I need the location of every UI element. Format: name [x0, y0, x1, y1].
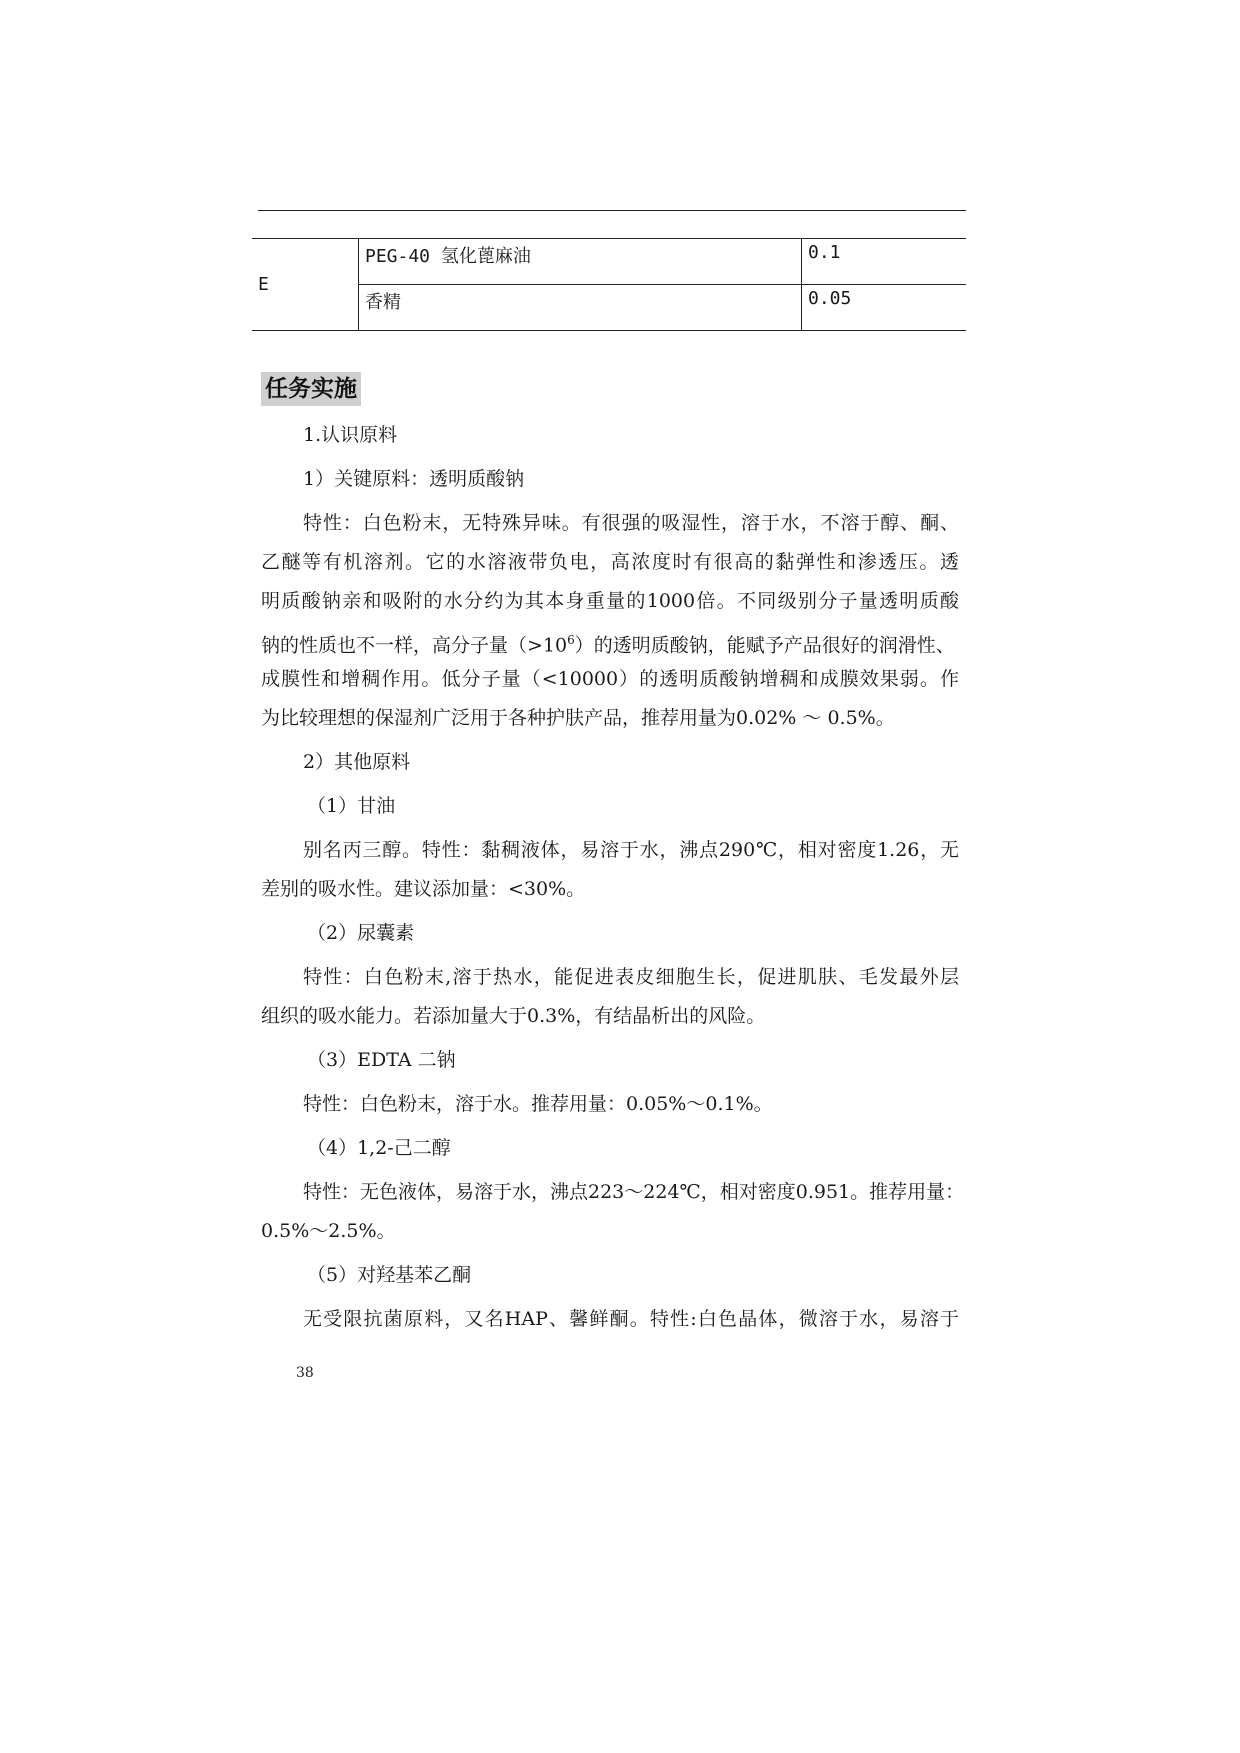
- paragraph-line: 差别的吸水性。建议添加量：<30%。: [261, 878, 586, 900]
- item-heading-allantoin: （2）尿囊素: [307, 922, 415, 944]
- item-heading-hydroxyacetophenone: （5）对羟基苯乙酮: [307, 1264, 472, 1286]
- section-title: 任务实施: [261, 372, 361, 406]
- paragraph-line: 特性：白色粉末,溶于热水，能促进表皮细胞生长，促进肌肤、毛发最外层: [303, 966, 959, 988]
- item-heading-glycerin: （1）甘油: [307, 795, 396, 817]
- paragraph-line: 无受限抗菌原料，又名HAP、馨鲜酮。特性:白色晶体，微溶于水，易溶于: [303, 1308, 959, 1330]
- paragraph-text: 钠的性质也不一样，高分子量（>10: [261, 634, 568, 657]
- table-row: [252, 239, 966, 285]
- ingredient-name-cell: PEG-40 氢化蓖麻油: [359, 239, 802, 285]
- paragraph-line: 特性：白色粉末，溶于水。推荐用量：0.05%～0.1%。: [303, 1093, 773, 1115]
- paragraph-line: 特性：白色粉末，无特殊异味。有很强的吸湿性，溶于水，不溶于醇、酮、: [303, 512, 959, 534]
- heading-key-material: 1）关键原料：透明质酸钠: [303, 468, 525, 490]
- ingredient-amount-cell: 0.05: [802, 285, 967, 331]
- formula-table: [252, 238, 966, 331]
- paragraph-line: 为比较理想的保湿剂广泛用于各种护肤产品，推荐用量为0.02% ～ 0.5%。: [261, 707, 895, 729]
- paragraph-line: 组织的吸水能力。若添加量大于0.3%，有结晶析出的风险。: [261, 1005, 766, 1027]
- table-row: [252, 285, 966, 331]
- table-top-rule: [258, 210, 966, 211]
- paragraph-line: 0.5%～2.5%。: [261, 1220, 396, 1242]
- superscript-exponent: 6: [567, 633, 575, 647]
- page-number: 38: [296, 1365, 314, 1381]
- paragraph-text: ）的透明质酸钠，能赋予产品很好的润滑性、: [574, 634, 955, 657]
- paragraph-line-with-superscript: [261, 627, 955, 658]
- paragraph-line: 明质酸钠亲和吸附的水分约为其本身重量的1000倍。不同级别分子量透明质酸: [261, 590, 959, 612]
- item-heading-hexanediol: （4）1,2-己二醇: [307, 1137, 451, 1159]
- ingredient-amount-cell: 0.1: [802, 239, 967, 285]
- paragraph-line: 别名丙三醇。特性：黏稠液体，易溶于水，沸点290℃，相对密度1.26，无: [303, 839, 959, 861]
- phase-cell: E: [252, 239, 359, 331]
- heading-know-materials: 1.认识原料: [303, 424, 398, 446]
- paragraph-line: 成膜性和增稠作用。低分子量（<10000）的透明质酸钠增稠和成膜效果弱。作: [261, 668, 959, 690]
- ingredient-name-cell: 香精: [359, 285, 802, 331]
- heading-other-materials: 2）其他原料: [303, 751, 411, 773]
- paragraph-line: 乙醚等有机溶剂。它的水溶液带负电，高浓度时有很高的黏弹性和渗透压。透: [261, 551, 959, 573]
- paragraph-line: 特性：无色液体，易溶于水，沸点223～224℃，相对密度0.951。推荐用量：: [303, 1181, 965, 1203]
- item-heading-edta: （3）EDTA 二钠: [307, 1049, 456, 1071]
